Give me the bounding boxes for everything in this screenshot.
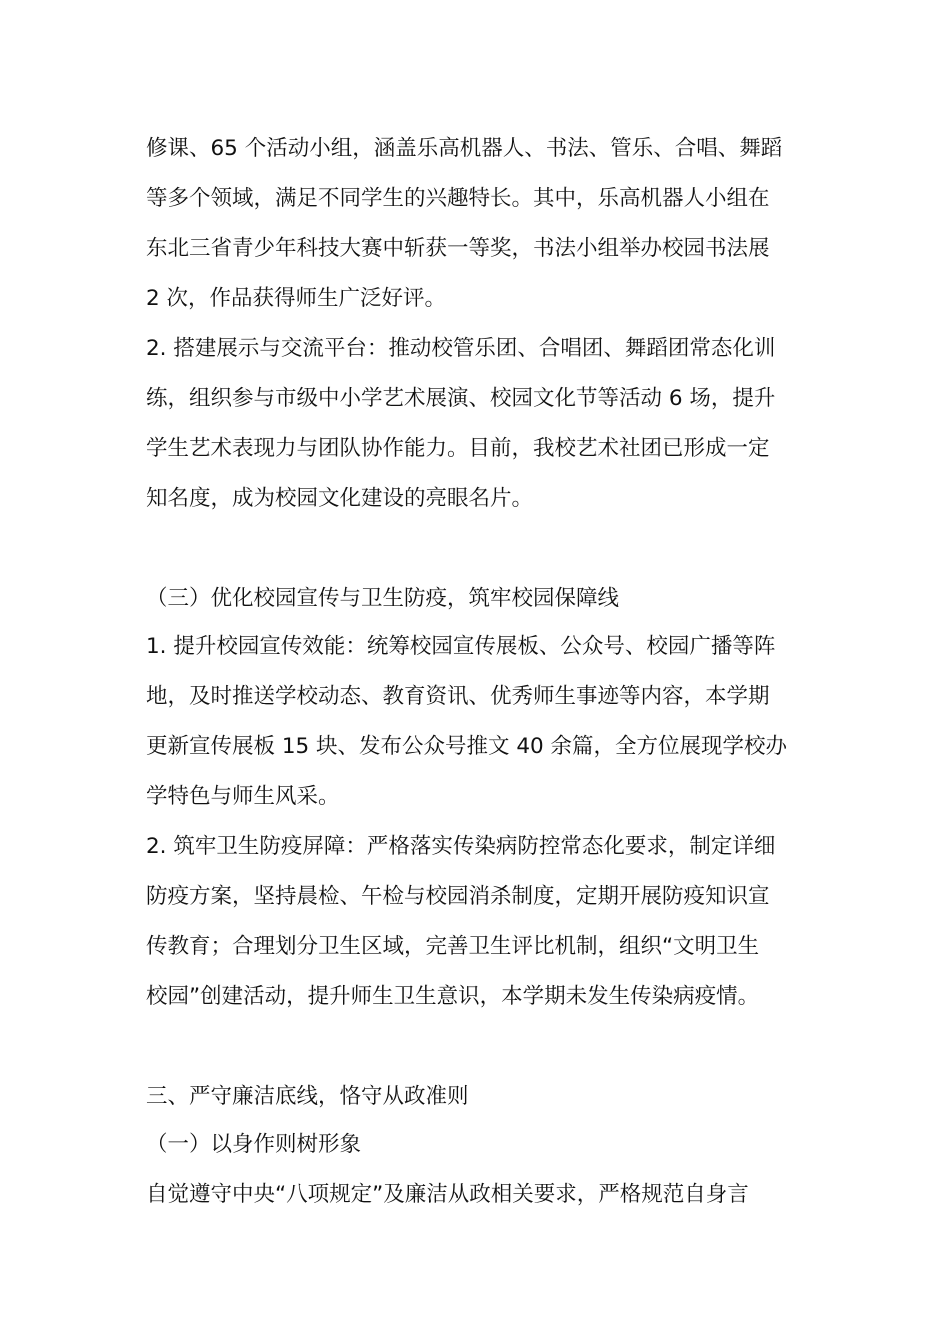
paragraph-line: 校园”创建活动，提升师生卫生意识，本学期未发生传染病疫情。 [146, 984, 760, 1009]
section-heading: （一）以身作则树形象 [146, 1132, 362, 1157]
paragraph-line: 学特色与师生风采。 [146, 784, 340, 809]
section-heading: （三）优化校园宣传与卫生防疫，筑牢校园保障线 [146, 586, 620, 611]
list-item-line: 1. 提升校园宣传效能：统筹校园宣传展板、公众号、校园广播等阵 [146, 634, 776, 659]
paragraph-line: 地，及时推送学校动态、教育资讯、优秀师生事迹等内容，本学期 [146, 684, 770, 709]
paragraph-line: 防疫方案，坚持晨检、午检与校园消杀制度，定期开展防疫知识宣 [146, 884, 770, 909]
paragraph-line: 东北三省青少年科技大赛中斩获一等奖，书法小组举办校园书法展 [146, 236, 770, 261]
paragraph-line: 修课、65 个活动小组，涵盖乐高机器人、书法、管乐、合唱、舞蹈 [146, 136, 783, 161]
paragraph-line: 自觉遵守中央“八项规定”及廉洁从政相关要求，严格规范自身言 [146, 1182, 749, 1207]
list-item-line: 2. 筑牢卫生防疫屏障：严格落实传染病防控常态化要求，制定详细 [146, 834, 776, 859]
paragraph-line: 知名度，成为校园文化建设的亮眼名片。 [146, 486, 534, 511]
paragraph-line: 更新宣传展板 15 块、发布公众号推文 40 余篇，全方位展现学校办 [146, 734, 788, 759]
paragraph-line: 2 次，作品获得师生广泛好评。 [146, 286, 447, 311]
paragraph-line: 等多个领域，满足不同学生的兴趣特长。其中，乐高机器人小组在 [146, 186, 770, 211]
paragraph-line: 学生艺术表现力与团队协作能力。目前，我校艺术社团已形成一定 [146, 436, 770, 461]
paragraph-line: 传教育；合理划分卫生区域，完善卫生评比机制，组织“文明卫生 [146, 934, 760, 959]
paragraph-line: 练，组织参与市级中小学艺术展演、校园文化节等活动 6 场，提升 [146, 386, 776, 411]
list-item-line: 2. 搭建展示与交流平台：推动校管乐团、合唱团、舞蹈团常态化训 [146, 336, 776, 361]
chapter-heading: 三、严守廉洁底线，恪守从政准则 [146, 1084, 469, 1109]
